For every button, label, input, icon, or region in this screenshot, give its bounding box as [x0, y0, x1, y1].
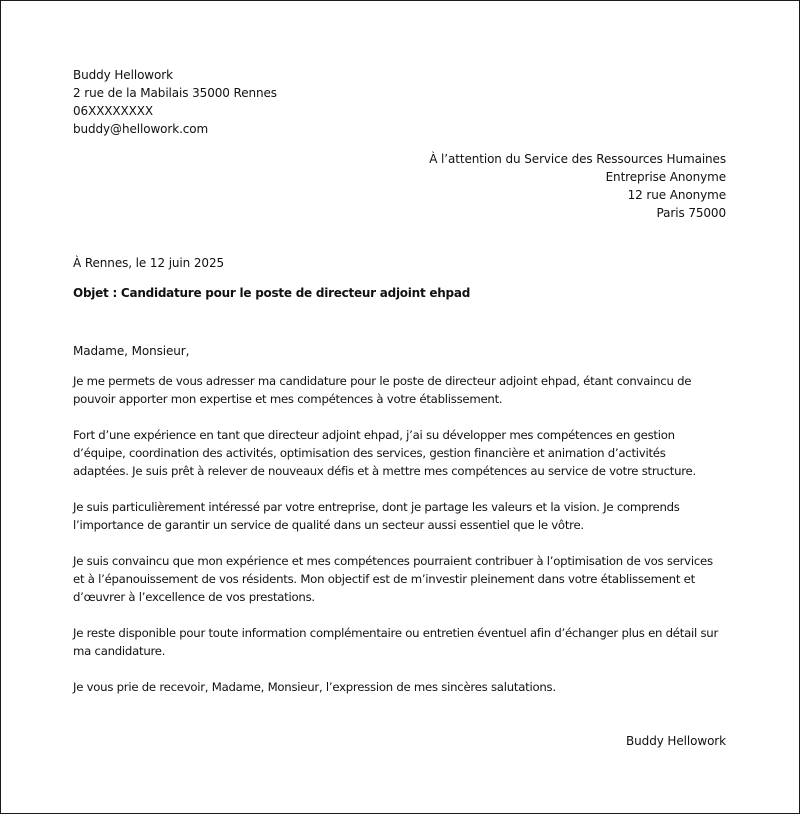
paragraph-line: Je me permets de vous adresser ma candidature pour le poste de directeur adjoint ehpad, étant convaincu de: [73, 374, 692, 388]
paragraph-line: l’importance de garantir un service de qualité dans un secteur aussi essentiel que le vôtre.: [73, 518, 584, 532]
sender-email: buddy@hellowork.com: [73, 122, 209, 136]
paragraph-line: et à l’épanouissement de vos résidents. Mon objectif est de m’investir pleinement dans votre établissement et: [73, 572, 695, 586]
letter-salutation: Madame, Monsieur,: [73, 344, 190, 358]
paragraph-line: Je reste disponible pour toute information complémentaire ou entretien éventuel afin d’échanger plus en détail sur: [73, 626, 719, 640]
sender-block: [73, 66, 473, 138]
sender-name: Buddy Hellowork: [73, 68, 173, 82]
letter-date: À Rennes, le 12 juin 2025: [73, 256, 225, 270]
paragraph-line: Je suis particulièrement intéressé par votre entreprise, dont je partage les valeurs et la vision. Je comprends: [73, 500, 680, 514]
paragraph-line: d’équipe, coordination des activités, optimisation des services, gestion financière et animation d’activités: [73, 446, 666, 460]
recipient-city: Paris 75000: [656, 206, 726, 220]
body-paragraph: [73, 498, 729, 534]
body-paragraph: [73, 372, 729, 408]
body-paragraph: [73, 552, 729, 606]
body-paragraph: [73, 624, 729, 660]
paragraph-line: Je suis convaincu que mon expérience et mes compétences pourraient contribuer à l’optimisation de vos services: [73, 554, 713, 568]
letter-body: [73, 372, 729, 696]
recipient-block: [306, 150, 726, 222]
paragraph-line: adaptées. Je suis prêt à relever de nouveaux défis et à mettre mes compétences au service de votre structure.: [73, 464, 696, 478]
paragraph-line: ma candidature.: [73, 644, 166, 658]
body-paragraph: [73, 426, 729, 480]
letter-signature: Buddy Hellowork: [626, 734, 726, 748]
body-paragraph: [73, 678, 729, 696]
paragraph-line: Fort d’une expérience en tant que directeur adjoint ehpad, j’ai su développer mes compétences en gestion: [73, 428, 675, 442]
paragraph-line: Je vous prie de recevoir, Madame, Monsieur, l’expression de mes sincères salutations.: [73, 680, 556, 694]
letter-subject: Objet : Candidature pour le poste de directeur adjoint ehpad: [73, 286, 471, 300]
paragraph-line: pouvoir apporter mon expertise et mes compétences à votre établissement.: [73, 392, 503, 406]
paragraph-line: d’œuvrer à l’excellence de vos prestations.: [73, 590, 315, 604]
recipient-company: Entreprise Anonyme: [605, 170, 726, 184]
recipient-attention: À l’attention du Service des Ressources Humaines: [429, 152, 726, 166]
sender-address: 2 rue de la Mabilais 35000 Rennes: [73, 86, 277, 100]
recipient-street: 12 rue Anonyme: [627, 188, 726, 202]
sender-phone: 06XXXXXXXX: [73, 104, 154, 118]
